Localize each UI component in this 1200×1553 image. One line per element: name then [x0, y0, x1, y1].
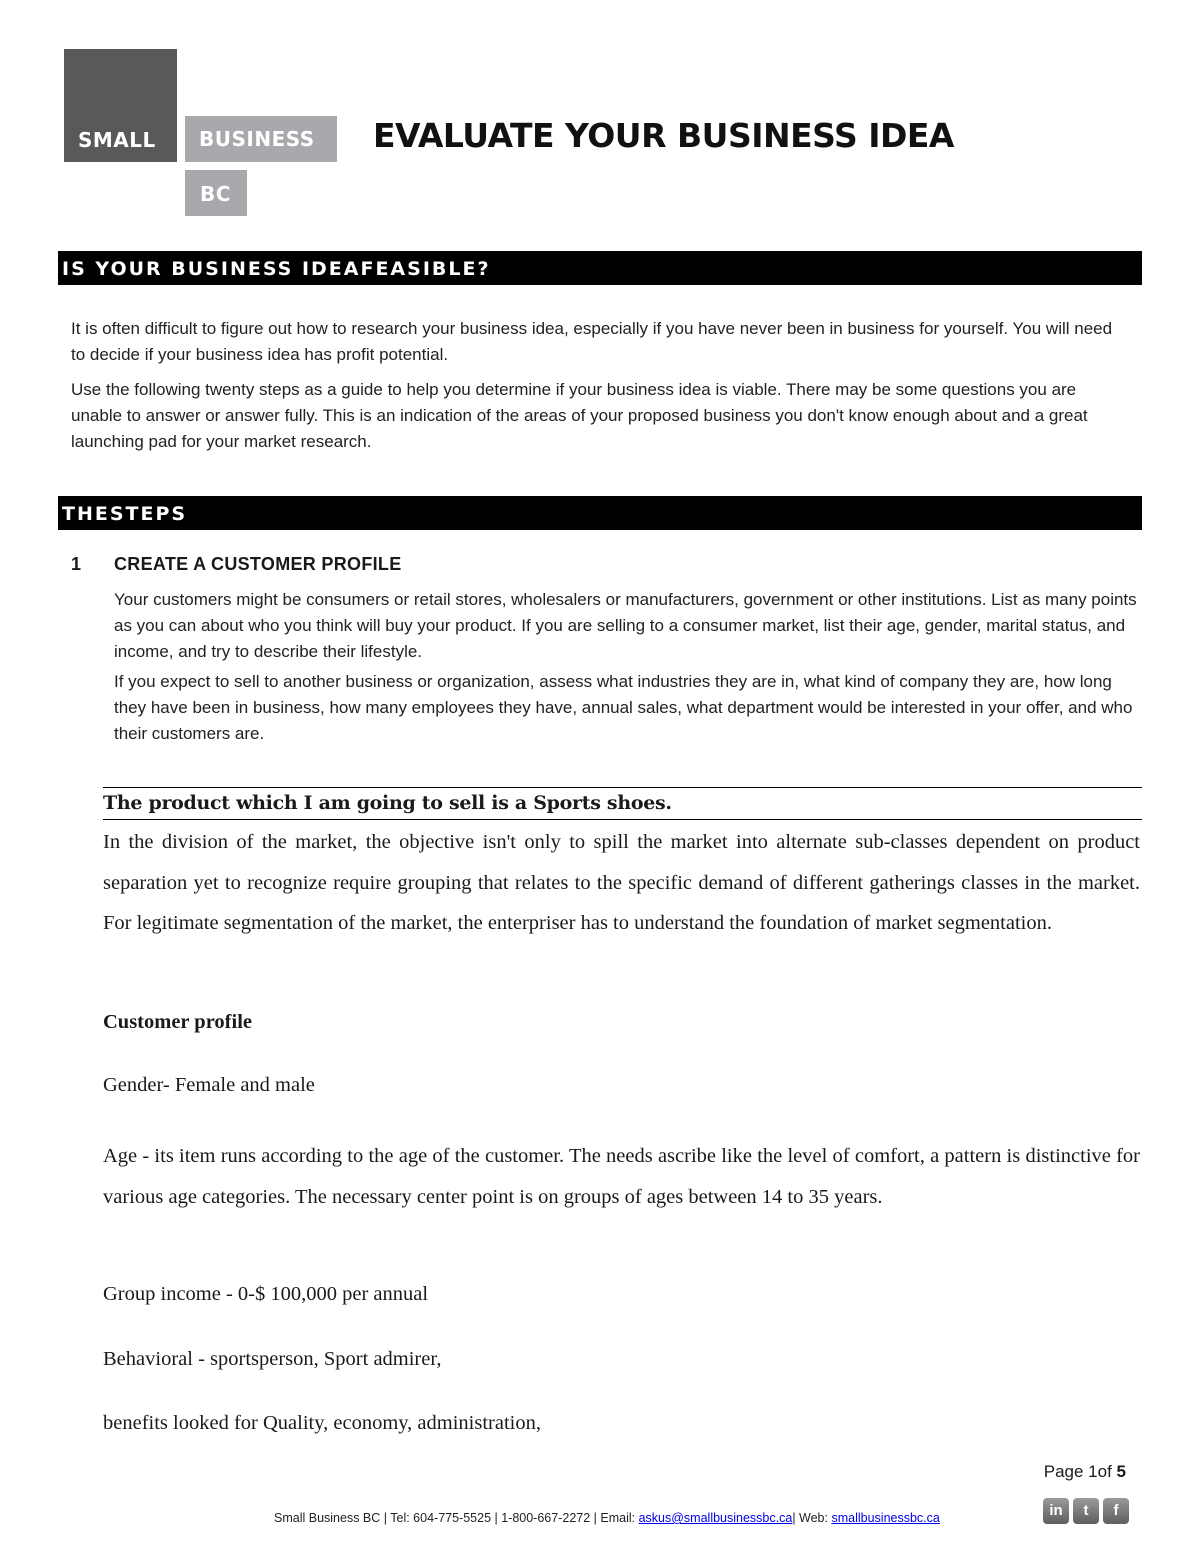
- page-title: EVALUATE YOUR BUSINESS IDEA: [373, 116, 954, 155]
- footer: [274, 1511, 940, 1525]
- customer-profile-heading: Customer profile: [103, 1011, 252, 1033]
- step-description: [114, 587, 1144, 751]
- page-number: [1044, 1462, 1126, 1482]
- facebook-icon[interactable]: f: [1103, 1498, 1129, 1524]
- web-link[interactable]: smallbusinessbc.ca: [831, 1511, 940, 1525]
- answer-rule-bottom: [103, 819, 1142, 820]
- footer-contact-text: Small Business BC | Tel: 604-775-5525 | 1-800-667-2272 | Email:: [274, 1511, 639, 1525]
- step-paragraph-2: If you expect to sell to another business or organization, assess what industries they are in, what kind of company they are, how long they have been in business, how many employees they have, annual sales, what department would be interested in your offer, and who their customers are.: [114, 672, 1133, 743]
- intro-text: [71, 316, 1121, 464]
- section-heading-feasible: IS YOUR BUSINESS IDEAFEASIBLE?: [58, 251, 1142, 285]
- logo-business-text: BUSINESS: [199, 127, 315, 151]
- step-title: CREATE A CUSTOMER PROFILE: [114, 554, 402, 574]
- intro-paragraph-2: Use the following twenty steps as a guide to help you determine if your business idea is viable. There may be some questions you are unable to answer or answer fully. This is an indication of the areas of your proposed business you don't know enough about and a great launching pad for your market research.: [71, 380, 1088, 451]
- step-number: 1: [71, 554, 82, 574]
- benefits-line: benefits looked for Quality, economy, administration,: [103, 1412, 541, 1434]
- logo-bc-block: [185, 170, 247, 216]
- twitter-icon[interactable]: t: [1073, 1498, 1099, 1524]
- step-paragraph-1: Your customers might be consumers or retail stores, wholesalers or manufacturers, government or other institutions. List as many points as you can about who you think will buy your product. If you are selling to a consumer market, list their age, gender, marital status, and income, and try to describe their lifestyle.: [114, 590, 1137, 661]
- logo-small-text: SMALL: [78, 128, 156, 152]
- email-link[interactable]: askus@smallbusinessbc.ca: [638, 1511, 793, 1525]
- logo-bc-text: BC: [200, 182, 231, 206]
- section-heading-steps: THESTEPS: [58, 496, 1142, 530]
- answer-rule-top: [103, 787, 1142, 788]
- page-total: 5: [1116, 1462, 1126, 1481]
- segmentation-paragraph: In the division of the market, the objective isn't only to spill the market into alternate sub-classes dependent on product separation yet to recognize require grouping that relates to the specific demand of different gatherings classes in the market. For legitimate segmentation of the market, the enterpriser has to understand the foundation of market segmentation.: [103, 831, 1140, 934]
- product-statement: The product which I am going to sell is a Sports shoes.: [103, 792, 672, 814]
- income-line: Group income - 0-$ 100,000 per annual: [103, 1283, 429, 1305]
- behavioral-line: Behavioral - sportsperson, Sport admirer,: [103, 1348, 442, 1370]
- intro-paragraph-1: It is often difficult to figure out how to research your business idea, especially if you have never been in business for yourself. You will need to decide if your business idea has profit potential.: [71, 319, 1113, 364]
- linkedin-icon[interactable]: in: [1043, 1498, 1069, 1524]
- gender-line: Gender- Female and male: [103, 1074, 315, 1096]
- logo-business-block: [185, 116, 337, 162]
- logo-small-block: [64, 49, 177, 162]
- footer-web-label: | Web:: [792, 1511, 832, 1525]
- age-paragraph: Age - its item runs according to the age of the customer. The needs ascribe like the level of comfort, a pattern is distinctive for various age categories. The necessary center point is on groups of ages between 14 to 35 years.: [103, 1145, 1140, 1208]
- page-prefix: Page 1of: [1043, 1462, 1117, 1481]
